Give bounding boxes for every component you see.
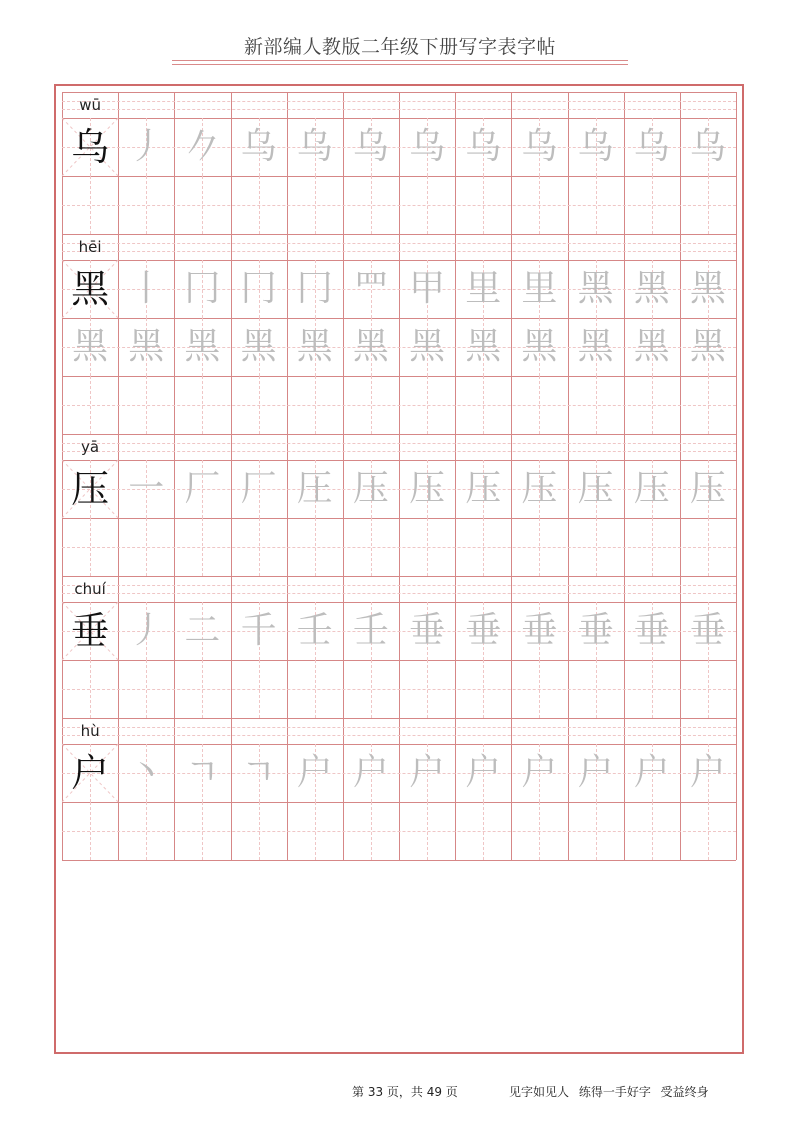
title-underline [172,60,628,61]
grid-row-line [62,718,736,719]
stroke-order-step: 户 [633,752,670,793]
pinyin-guide-line [62,451,736,452]
stroke-order-step: 压 [352,468,389,509]
stroke-order-step: 黑 [577,268,614,309]
cell-midline-vertical [146,802,147,860]
cell-midline-vertical [90,376,91,434]
cell-midline-vertical [596,518,597,576]
cell-midline-vertical [371,176,372,234]
grid-row-line [62,518,736,519]
cell-midline-vertical [708,518,709,576]
stroke-order-step: 厂 [240,468,277,509]
cell-midline-vertical [146,376,147,434]
stroke-order-step: 垂 [409,610,446,651]
stroke-order-step: 冂 [296,268,333,309]
stroke-order-step: 垂 [521,610,558,651]
model-character: 户 [71,751,110,795]
model-character: 乌 [71,125,110,169]
pinyin-guide-line [62,251,736,252]
trace-character: 黑 [240,326,277,367]
trace-character: 黑 [633,326,670,367]
cell-midline-vertical [427,802,428,860]
stroke-order-step: 里 [465,268,502,309]
stroke-order-step: 垂 [633,610,670,651]
cell-midline-vertical [315,660,316,718]
cell-midline-vertical [259,376,260,434]
stroke-order-step: 二 [184,610,221,651]
pinyin-label: chuí [74,580,106,598]
cell-midline-horizontal [62,689,736,690]
cell-midline-vertical [146,660,147,718]
cell-midline-vertical [427,376,428,434]
grid-column-line [736,92,737,860]
pinyin-guide-line [62,727,736,728]
grid-row-line [62,576,736,577]
trace-character: 黑 [521,326,558,367]
stroke-order-step: 压 [409,468,446,509]
stroke-order-step: 厂 [184,468,221,509]
model-character: 压 [71,467,110,511]
stroke-order-step: 圧 [296,468,333,509]
grid-row-line [62,318,736,319]
grid-row-line [62,92,736,93]
pinyin-label: hù [80,722,100,740]
stroke-order-step: 黑 [689,268,726,309]
model-character: 垂 [71,609,110,653]
cell-midline-vertical [315,376,316,434]
stroke-order-step: 冂 [184,268,221,309]
cell-midline-vertical [708,660,709,718]
grid-row-line [62,460,736,461]
stroke-order-step: 乌 [521,126,558,167]
cell-midline-vertical [596,660,597,718]
stroke-order-step: 甲 [409,268,446,309]
trace-character: 黑 [128,326,165,367]
pinyin-label: yā [81,438,100,456]
stroke-order-step: 壬 [296,610,333,651]
trace-character: 黑 [352,326,389,367]
cell-midline-vertical [539,176,540,234]
stroke-order-step: 户 [521,752,558,793]
cell-midline-vertical [652,518,653,576]
cell-midline-vertical [652,176,653,234]
stroke-order-step: 户 [465,752,502,793]
stroke-order-step: 户 [689,752,726,793]
cell-midline-vertical [202,660,203,718]
cell-midline-horizontal [62,205,736,206]
stroke-order-step: 乌 [296,126,333,167]
stroke-order-step: 乌 [352,126,389,167]
pinyin-guide-line [62,243,736,244]
cell-midline-vertical [427,660,428,718]
cell-midline-vertical [146,518,147,576]
stroke-order-step: 压 [577,468,614,509]
stroke-order-step: 丿 [128,610,165,651]
stroke-order-step: 户 [352,752,389,793]
cell-midline-vertical [90,660,91,718]
cell-midline-vertical [708,176,709,234]
model-character: 黑 [71,267,110,311]
cell-midline-vertical [427,176,428,234]
grid-row-line [62,660,736,661]
cell-midline-horizontal [62,831,736,832]
pinyin-label: hēi [78,238,102,256]
stroke-order-step: 黑 [633,268,670,309]
stroke-order-step: 乌 [689,126,726,167]
trace-character: 黑 [184,326,221,367]
cell-midline-vertical [483,802,484,860]
footer-motto: 见字如见人 练得一手好字 受益终身 [509,1085,709,1099]
cell-midline-vertical [259,802,260,860]
practice-grid [62,92,736,860]
grid-row-line [62,234,736,235]
cell-midline-vertical [202,176,203,234]
grid-row-line [62,860,736,861]
grid-row-line [62,802,736,803]
stroke-order-step: 一 [128,468,165,509]
stroke-order-step: 乌 [409,126,446,167]
trace-character: 黑 [296,326,333,367]
pinyin-guide-line [62,101,736,102]
stroke-order-step: 丶 [128,752,165,793]
cell-midline-vertical [90,176,91,234]
cell-midline-vertical [259,660,260,718]
stroke-order-step: 壬 [352,610,389,651]
stroke-order-step: 垂 [465,610,502,651]
stroke-order-step: 乌 [465,126,502,167]
grid-row-line [62,602,736,603]
cell-midline-vertical [202,518,203,576]
cell-midline-horizontal [62,405,736,406]
cell-midline-vertical [596,802,597,860]
trace-character: 黑 [72,326,109,367]
stroke-order-step: ㄱ [185,752,220,793]
stroke-order-step: 压 [633,468,670,509]
pinyin-guide-line [62,735,736,736]
cell-midline-vertical [596,176,597,234]
stroke-order-step: 垂 [577,610,614,651]
cell-midline-vertical [371,660,372,718]
grid-row-line [62,376,736,377]
pinyin-guide-line [62,585,736,586]
stroke-order-step: 丨 [128,268,165,309]
cell-midline-vertical [259,518,260,576]
title-underline [172,64,628,65]
cell-midline-vertical [259,176,260,234]
cell-midline-vertical [652,376,653,434]
stroke-order-step: 罒 [352,268,389,309]
stroke-order-step: 压 [689,468,726,509]
stroke-order-step: 里 [521,268,558,309]
stroke-order-step: 千 [240,610,277,651]
trace-character: 黑 [689,326,726,367]
cell-midline-vertical [708,376,709,434]
cell-midline-vertical [483,660,484,718]
stroke-order-step: 户 [296,752,333,793]
cell-midline-vertical [371,518,372,576]
pinyin-label: wū [79,96,101,114]
stroke-order-step: ㄱ [241,752,276,793]
stroke-order-step: 户 [577,752,614,793]
stroke-order-step: 垂 [689,610,726,651]
stroke-order-step: 乌 [633,126,670,167]
stroke-order-step: 冂 [240,268,277,309]
pinyin-guide-line [62,443,736,444]
cell-midline-vertical [90,802,91,860]
cell-midline-vertical [202,802,203,860]
stroke-order-step: 乌 [577,126,614,167]
cell-midline-vertical [483,518,484,576]
cell-midline-vertical [371,802,372,860]
grid-row-line [62,118,736,119]
stroke-order-step: 丿 [128,126,165,167]
pinyin-guide-line [62,593,736,594]
trace-character: 黑 [409,326,446,367]
cell-midline-vertical [315,176,316,234]
cell-midline-vertical [483,376,484,434]
page-number: 第 33 页，共 49 页 [352,1085,458,1099]
cell-midline-vertical [315,802,316,860]
cell-midline-vertical [708,802,709,860]
cell-midline-vertical [202,376,203,434]
grid-row-line [62,176,736,177]
grid-row-line [62,434,736,435]
pinyin-guide-line [62,109,736,110]
stroke-order-step: 压 [465,468,502,509]
cell-midline-vertical [371,376,372,434]
cell-midline-vertical [427,518,428,576]
stroke-order-step: 𠂊 [184,126,221,167]
cell-midline-vertical [315,518,316,576]
cell-midline-vertical [539,518,540,576]
grid-row-line [62,744,736,745]
cell-midline-vertical [539,376,540,434]
stroke-order-step: 压 [521,468,558,509]
cell-midline-vertical [652,802,653,860]
cell-midline-vertical [146,176,147,234]
cell-midline-vertical [90,518,91,576]
stroke-order-step: 乌 [240,126,277,167]
page-title: 新部编人教版二年级下册写字表字帖 [243,36,556,58]
cell-midline-vertical [483,176,484,234]
cell-midline-vertical [539,660,540,718]
grid-row-line [62,260,736,261]
cell-midline-vertical [596,376,597,434]
stroke-order-step: 户 [409,752,446,793]
cell-midline-vertical [652,660,653,718]
cell-midline-vertical [539,802,540,860]
trace-character: 黑 [577,326,614,367]
trace-character: 黑 [465,326,502,367]
cell-midline-horizontal [62,547,736,548]
